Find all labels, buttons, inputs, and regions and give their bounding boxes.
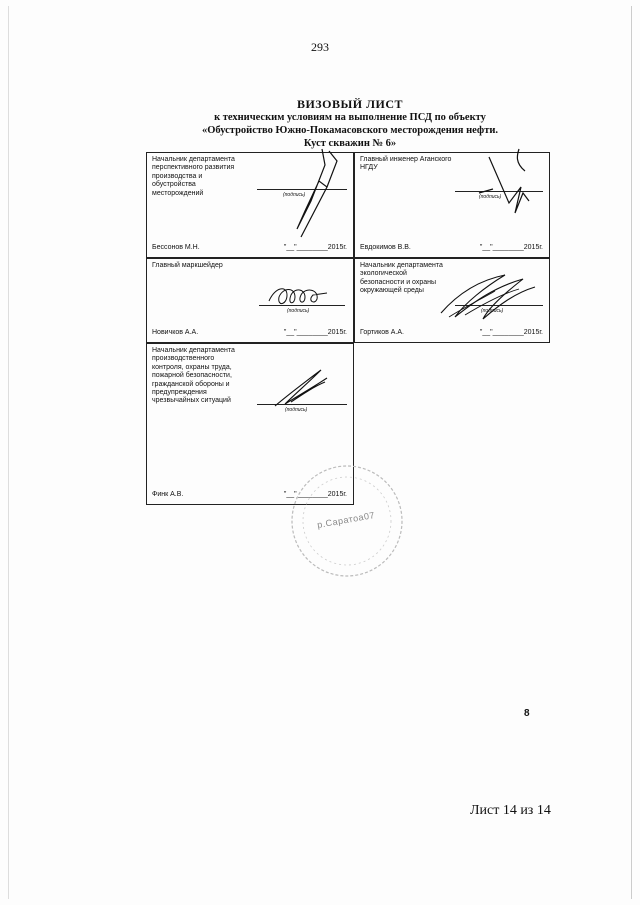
signature-caption: (подпись) [479,194,502,200]
sheet-label: Лист 14 из 14 [470,803,551,818]
position-title: Начальник департамента перспективного развития производства и обустройства месторождений [152,156,235,197]
signature-drawing [265,279,345,319]
visa-table [146,152,550,505]
signature-drawing [435,267,545,327]
signature-drawing [265,364,345,414]
stamp-text: р.Саратоа07 [316,509,376,531]
signature-caption: (подпись) [285,407,308,413]
signature-drawing [459,143,549,243]
visa-cell-bessonov [146,152,354,258]
sign-date: "__"________2015г. [283,243,347,251]
position-title: Главный маркшейдер [152,262,223,269]
sign-date: "__"________2015г. [479,243,543,251]
signature-drawing [267,141,347,241]
signature-caption: (подпись) [481,308,504,314]
signer-name: Новичков А.А. [152,328,199,336]
signature-caption: (подпись) [283,192,306,198]
title-object-line: «Обустройство Южно-Покамасовского месторождения нефти. [201,125,499,136]
title-subject-line: к техническим условиям на выполнение ПСД по объекту [214,112,486,123]
signature-caption: (подпись) [287,308,310,314]
position-title: Начальник департамента экологической безопасности и охраны окружающей среды [360,262,443,295]
visa-cell-novichkov [146,258,354,343]
signer-name: Гортиков А.А. [360,328,404,336]
position-title: Главный инженер Аганского НГДУ [360,156,452,172]
footer-number: 8 [524,708,530,719]
signer-name: Евдокимов В.В. [360,243,411,251]
page-number: 293 [311,40,329,54]
signer-name: Бессонов М.Н. [152,243,200,251]
signer-name: Финк А.В. [152,490,184,498]
position-title: Начальник департамента производственного контроля, охраны труда, пожарной безопасности, гражданской обороны и предупреждения чрезвычайных ситуаций [152,347,235,405]
sign-date: "__"________2015г. [283,490,347,498]
sign-date: "__"________2015г. [283,328,347,336]
title-cluster-line: Куст скважин № 6» [303,138,397,149]
sign-date: "__"________2015г. [479,328,543,336]
visa-cell-evdokimov [354,152,550,258]
document-title: ВИЗОВЫЙ ЛИСТ [296,97,404,111]
visa-cell-gortikov [354,258,550,343]
